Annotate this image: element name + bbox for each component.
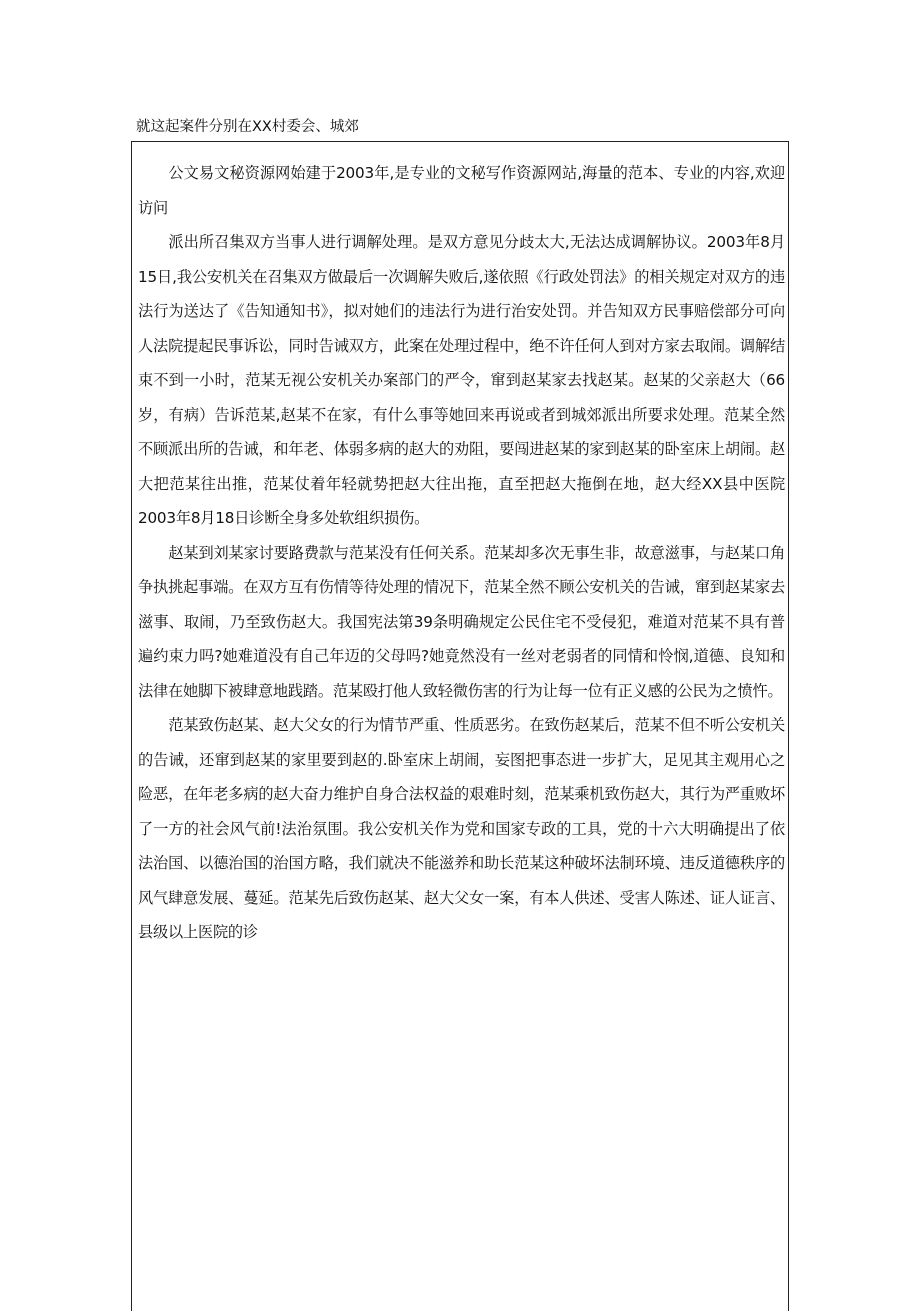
paragraph-intro: 公文易文秘资源网始建于2003年,是专业的文秘写作资源网站,海量的范本、专业的内容,欢迎访问 bbox=[138, 164, 785, 217]
document-body bbox=[131, 141, 789, 1311]
page-heading: 就这起案件分别在XX村委会、城郊 bbox=[136, 119, 359, 135]
paragraph-conclusion: 范某致伤赵某、赵大父女的行为情节严重、性质恶劣。在致伤赵某后，范某不但不听公安机关的告诫，还窜到赵某的家里要到赵的.卧室床上胡闹，妄图把事态进一步扩大，足见其主观用心之险恶，在年老多病的赵大奋力维护自身合法权益的艰难时刻，范某乘机致伤赵大，其行为严重败坏了一方的社会风气前!法治氛围。我公安机关作为党和国家专政的工具，党的十六大明确提出了依法治国、以德治国的治国方略，我们就决不能滋养和助长范某这种破坏法制环境、违反道德秩序的风气肆意发展、蔓延。范某先后致伤赵某、赵大父女一案，有本人供述、受害人陈述、证人证言、县级以上医院的诊 bbox=[138, 716, 785, 941]
paragraph-analysis: 赵某到刘某家讨要路费款与范某没有任何关系。范某却多次无事生非，故意滋事，与赵某口角争执挑起事端。在双方互有伤情等待处理的情况下，范某全然不顾公安机关的告诫，窜到赵某家去滋事、取闹，乃至致伤赵大。我国宪法第39条明确规定公民住宅不受侵犯，难道对范某不具有普遍约束力吗?她难道没有自己年迈的父母吗?她竟然没有一丝对老弱者的同情和怜悯,道德、良知和法律在她脚下被肆意地践踏。范某殴打他人致轻微伤害的行为让每一位有正义感的公民为之愤忤。 bbox=[138, 543, 785, 700]
paragraph-mediation: 派出所召集双方当事人进行调解处理。是双方意见分歧太大,无法达成调解协议。2003年8月15日,我公安机关在召集双方做最后一次调解失败后,遂依照《行政处罚法》的相关规定对双方的违法行为送达了《告知通知书》，拟对她们的违法行为进行治安处罚。并告知双方民事赔偿部分可向人法院提起民事诉讼，同时告诫双方，此案在处理过程中，绝不许任何人到对方家去取闹。调解结束不到一小时，范某无视公安机关办案部门的严令，窜到赵某家去找赵某。赵某的父亲赵大（66岁，有病）告诉范某,赵某不在家，有什么事等她回来再说或者到城郊派出所要求处理。范某全然不顾派出所的告诫，和年老、体弱多病的赵大的劝阻，要闯进赵某的家到赵某的卧室床上胡闹。赵大把范某往出推，范某仗着年轻就势把赵大往出拖，直至把赵大拖倒在地，赵大经XX县中医院2003年8月18日诊断全身多处软组织损伤。 bbox=[138, 233, 785, 527]
